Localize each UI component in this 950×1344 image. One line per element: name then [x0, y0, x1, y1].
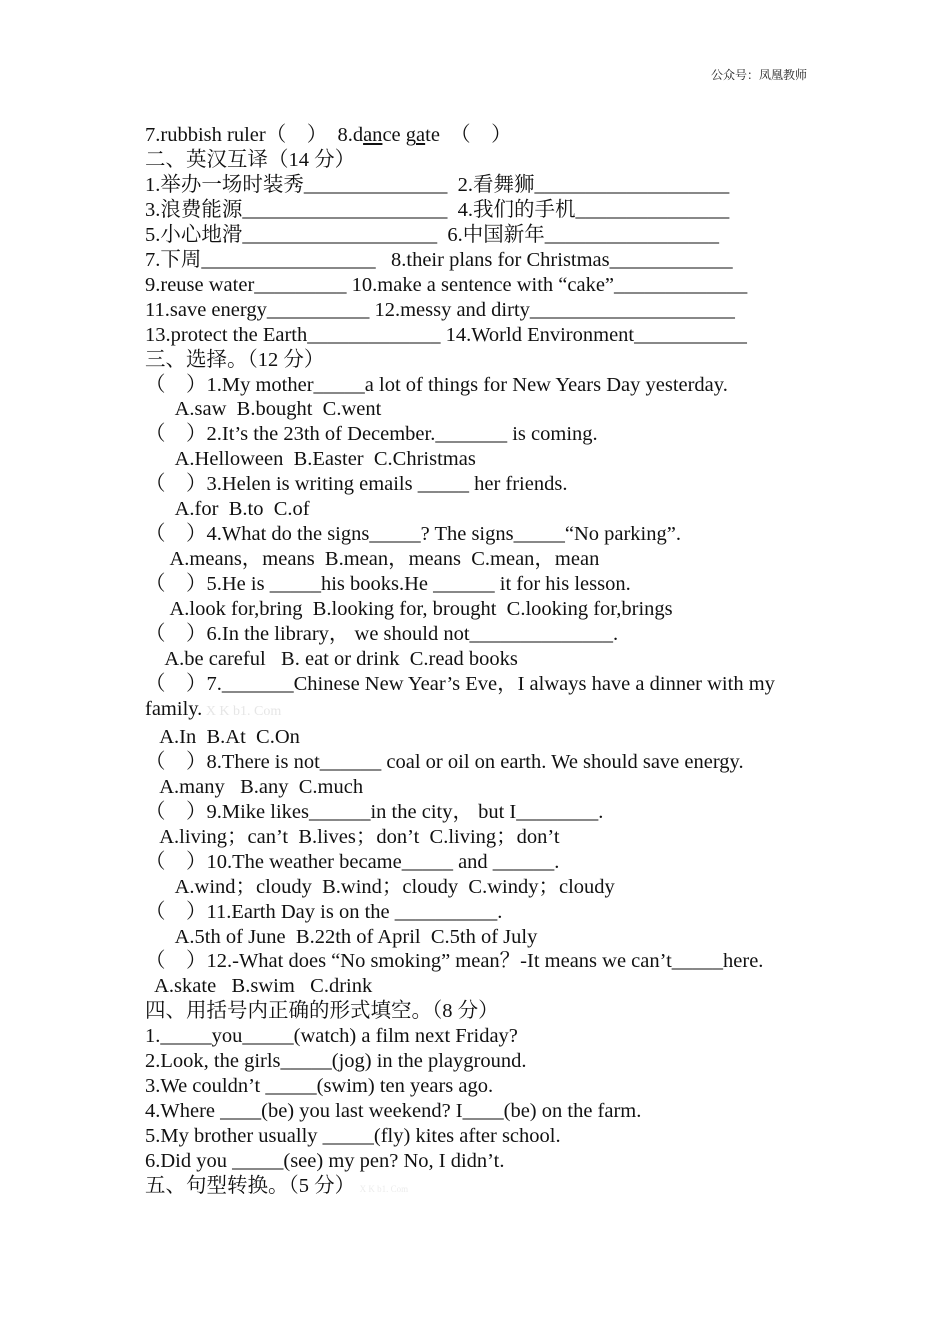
- choice-question-1: （ ）1.My mother_____a lot of things for New Years Day yesterday.: [145, 373, 728, 396]
- choice-question-5: （ ）5.He is _____his books.He ______ it for his lesson.: [145, 573, 631, 596]
- choice-options-2: A.Helloween B.Easter C.Christmas: [145, 448, 476, 471]
- choice-question-10: （ ）10.The weather became_____ and ______.: [145, 850, 560, 873]
- section-4-heading: 四、用括号内正确的形式填空。（8 分）: [145, 1000, 499, 1023]
- choice-options-9: A.living；can’t B.lives；don’t C.living；don’t: [145, 825, 560, 848]
- choice-options-12: A.skate B.swim C.drink: [145, 975, 373, 998]
- translation-row-1: 1.举办一场时装秀______________ 2.看舞狮___________________: [145, 173, 730, 196]
- translation-row-5: 9.reuse water_________ 10.make a sentence with “cake”_____________: [145, 273, 748, 296]
- fill-blank-3: 3.We couldn’t _____(swim) ten years ago.: [145, 1075, 494, 1098]
- pronunciation-item-7-8: 7.rubbish ruler（ ） 8.dance gate （ ）: [145, 124, 512, 146]
- header-note: 公众号：凤凰教师: [711, 68, 808, 82]
- translation-row-4: 7.下周_________________ 8.their plans for Christmas____________: [145, 248, 733, 271]
- fill-blank-6: 6.Did you _____(see) my pen? No, I didn’t.: [145, 1150, 505, 1173]
- choice-options-7: A.In B.At C.On: [145, 725, 300, 748]
- choice-options-5: A.look for,bring B.looking for, brought C.looking for,brings: [145, 598, 673, 621]
- translation-row-2: 3.浪费能源____________________ 4.我们的手机_______________: [145, 198, 730, 221]
- fill-blank-2: 2.Look, the girls_____(jog) in the playground.: [145, 1050, 527, 1073]
- fill-blank-1: 1._____you_____(watch) a film next Friday?: [145, 1025, 518, 1048]
- choice-options-4: A.means，means B.mean，means C.mean，mean: [145, 548, 600, 571]
- choice-question-7: （ ）7._______Chinese New Year’s Eve，I always have a dinner with my family. X K b1. Com: [145, 672, 781, 720]
- worksheet-body: [145, 123, 810, 1202]
- choice-options-10: A.wind；cloudy B.wind；cloudy C.windy；cloudy: [145, 875, 615, 898]
- choice-question-11: （ ）11.Earth Day is on the __________.: [145, 900, 503, 923]
- choice-question-4: （ ）4.What do the signs_____? The signs_____“No parking”.: [145, 523, 681, 546]
- choice-question-9: （ ）9.Mike likes______in the city， but I________.: [145, 800, 604, 823]
- choice-question-8: （ ）8.There is not______ coal or oil on earth. We should save energy.: [145, 750, 744, 773]
- choice-options-1: A.saw B.bought C.went: [145, 398, 382, 421]
- watermark-text-small: X K b1. Com: [355, 1184, 409, 1195]
- translation-row-7: 13.protect the Earth_____________ 14.World Environment___________: [145, 323, 747, 346]
- choice-options-8: A.many B.any C.much: [145, 775, 364, 798]
- choice-question-6: （ ）6.In the library， we should not______________.: [145, 623, 619, 646]
- choice-question-2: （ ）2.It’s the 23th of December._______ is coming.: [145, 423, 598, 446]
- section-2-heading: 二、英汉互译（14 分）: [145, 148, 356, 171]
- translation-row-3: 5.小心地滑___________________ 6.中国新年_________________: [145, 223, 719, 246]
- choice-options-11: A.5th of June B.22th of April C.5th of July: [145, 925, 538, 948]
- fill-blank-4: 4.Where ____(be) you last weekend? I____(be) on the farm.: [145, 1100, 642, 1123]
- choice-question-3: （ ）3.Helen is writing emails _____ her friends.: [145, 473, 568, 496]
- section-3-heading: 三、选择。（12 分）: [145, 348, 325, 371]
- choice-options-6: A.be careful B. eat or drink C.read books: [145, 648, 518, 671]
- fill-blank-5: 5.My brother usually _____(fly) kites after school.: [145, 1125, 561, 1148]
- translation-row-6: 11.save energy__________ 12.messy and dirty____________________: [145, 298, 735, 321]
- watermark-text: X K b1. Com: [202, 703, 282, 719]
- choice-question-12: （ ）12.-What does “No smoking” mean？-It means we can’t_____here.: [145, 950, 764, 973]
- section-5-heading: 五、句型转换。（5 分） X K b1. Com: [145, 1175, 409, 1198]
- choice-options-3: A.for B.to C.of: [145, 498, 310, 521]
